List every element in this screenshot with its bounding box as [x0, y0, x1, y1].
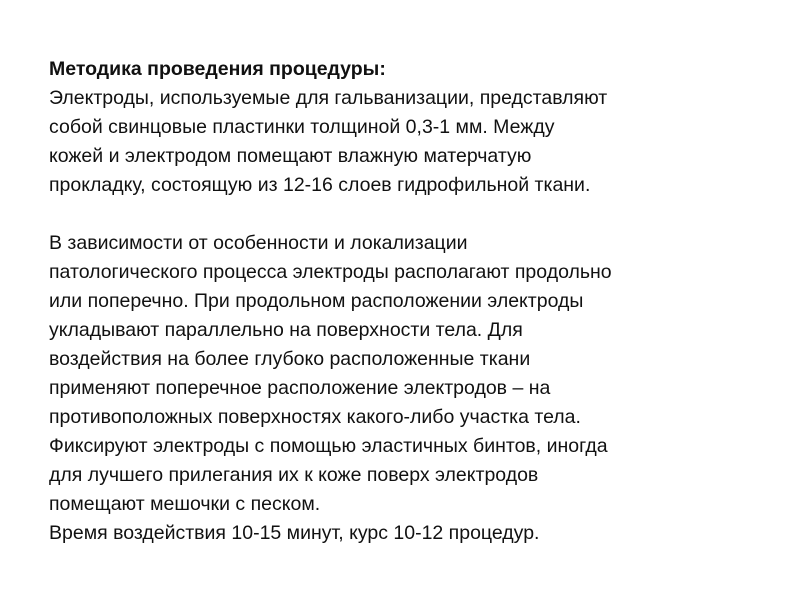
text-line: Электроды, используемые для гальванизации, представляют — [49, 87, 608, 109]
text-line: укладывают параллельно на поверхности тела. Для — [49, 319, 523, 341]
placement-paragraph — [49, 229, 769, 548]
text-line: собой свинцовые пластинки толщиной 0,3-1 мм. Между — [49, 116, 555, 138]
slide-text — [49, 55, 769, 548]
text-line: противоположных поверхностях какого-либо участка тела. — [49, 406, 581, 428]
procedure-heading: Методика проведения процедуры: — [49, 58, 386, 80]
text-line: В зависимости от особенности и локализации — [49, 232, 468, 254]
paragraph-spacer — [49, 200, 769, 229]
text-line: кожей и электродом помещают влажную матерчатую — [49, 145, 532, 167]
text-line: или поперечно. При продольном расположении электроды — [49, 290, 584, 312]
text-line: патологического процесса электроды располагают продольно — [49, 261, 612, 283]
text-line: применяют поперечное расположение электродов – на — [49, 377, 551, 399]
text-line: воздействия на более глубоко расположенные ткани — [49, 348, 531, 370]
electrodes-paragraph — [49, 84, 769, 200]
text-line: помещают мешочки с песком. — [49, 493, 321, 515]
text-line: для лучшего прилегания их к коже поверх электродов — [49, 464, 539, 486]
text-line: Фиксируют электроды с помощью эластичных бинтов, иногда — [49, 435, 608, 457]
duration-line: Время воздействия 10-15 минут, курс 10-12 процедур. — [49, 522, 540, 544]
text-line: прокладку, состоящую из 12-16 слоев гидрофильной ткани. — [49, 174, 591, 196]
